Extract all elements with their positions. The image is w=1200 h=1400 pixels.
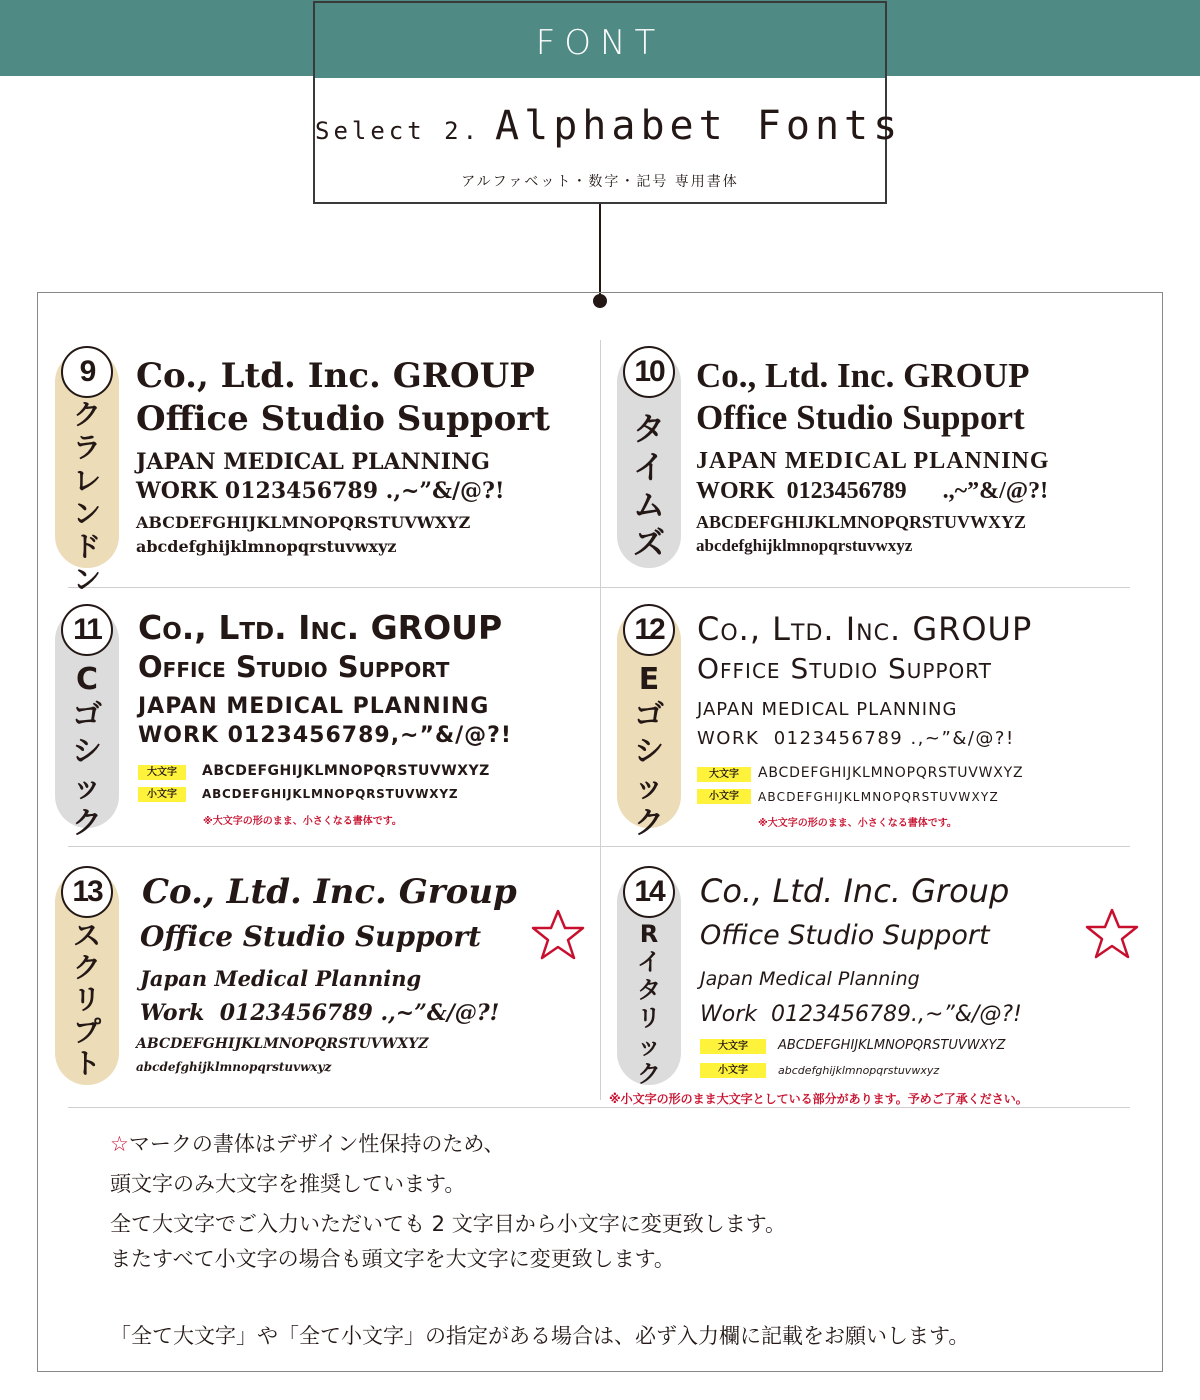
font-name-char: プ	[72, 1015, 101, 1048]
font-number-badge: 12	[623, 604, 675, 656]
section-subtitle: アルファベット・数字・記号 専用書体	[461, 174, 739, 190]
sample-line-2: Office Studio Support	[700, 920, 990, 951]
font-name-char: ッ	[637, 1032, 661, 1060]
sample-uppercase: ABCDEFGHIJKLMNOPQRSTUVWXYZ	[778, 1038, 1006, 1053]
font-name-char: ク	[72, 951, 101, 984]
sample-line-4: WORK 0123456789 .,~”&/@?!	[697, 728, 1015, 749]
sample-lowercase: ABCDEFGHIJKLMNOPQRSTUVWXYZ	[202, 787, 459, 801]
uppercase-tag: 大文字	[697, 767, 751, 782]
sample-line-3: Japan Medical Planning	[140, 966, 422, 991]
footer-line: 「全て大文字」や「全て小文字」の指定がある場合は、必ず入力欄に記載をお願いします。	[110, 1324, 970, 1348]
sample-line-1: Co., Ltd. Inc. Group	[700, 872, 1010, 910]
footer-line: 頭文字のみ大文字を推奨しています。	[110, 1172, 466, 1196]
font-name-char: シ	[72, 734, 102, 769]
font-name-char: ム	[632, 486, 665, 524]
sample-line-1: Co., Ltd. Inc. GROUP	[697, 610, 1033, 648]
font-name-char: ス	[72, 919, 101, 952]
font-name-label	[55, 920, 119, 1080]
star-icon	[1084, 907, 1140, 959]
sample-line-2: Office Studio Support	[140, 920, 482, 953]
sample-line-3: JAPAN MEDICAL PLANNING	[138, 694, 490, 719]
lowercase-tag: 小文字	[700, 1063, 766, 1078]
font-name-char: イ	[632, 448, 665, 486]
sample-line-4: WORK 0123456789 .,~”&/@?!	[136, 478, 505, 504]
sample-line-2: Office Studio Support	[696, 398, 1025, 437]
font-name-label	[617, 662, 681, 842]
footer-line	[110, 1128, 505, 1158]
row-divider	[68, 587, 1130, 588]
font-name-label	[55, 398, 119, 596]
section-title	[315, 103, 903, 149]
font-name-char: ゴ	[634, 698, 664, 733]
sample-line-1: Co., Ltd. Inc. Group	[142, 872, 517, 912]
font-name-char: ン	[72, 497, 101, 530]
font-name-char: ッ	[72, 770, 102, 805]
sample-line-4: Work 0123456789 .,~”&/@?!	[140, 1000, 500, 1026]
sample-uppercase: ABCDEFGHIJKLMNOPQRSTUVWXYZ	[758, 765, 1024, 781]
footer-line: 全て大文字でご入力いただいても 2 文字目から小文字に変更致します。	[110, 1212, 787, 1236]
sample-line-3: JAPAN MEDICAL PLANNING	[136, 449, 490, 475]
font-name-char: イ	[637, 948, 661, 976]
font-name-char: ク	[72, 398, 101, 431]
connector-line	[599, 204, 601, 300]
font-name-char: ッ	[634, 770, 664, 805]
font-name-char: R	[639, 920, 659, 948]
sample-line-4: Work 0123456789.,~”&/@?!	[700, 1002, 1022, 1027]
sample-uppercase: ABCDEFGHIJKLMNOPQRSTUVWXYZ	[202, 763, 490, 779]
sample-lowercase: ABCDEFGHIJKLMNOPQRSTUVWXYZ	[758, 790, 999, 804]
sample-lowercase: abcdefghijklmnopqrstuvwxyz	[778, 1064, 940, 1077]
row-divider	[68, 846, 1130, 847]
sample-lowercase: abcdefghijklmnopqrstuvwxyz	[696, 536, 913, 555]
sample-line-2: Office Studio Support	[138, 650, 450, 684]
font-name-char: C	[75, 662, 99, 697]
font-name-char: リ	[637, 1004, 661, 1032]
sample-uppercase: ABCDEFGHIJKLMNOPQRSTUVWXYZ	[136, 513, 471, 532]
footer-line: またすべて小文字の場合も頭文字を大文字に変更致します。	[110, 1247, 675, 1271]
sample-line-3: JAPAN MEDICAL PLANNING	[696, 448, 1050, 474]
star-icon: ☆	[110, 1132, 129, 1156]
font-name-char: ク	[72, 806, 102, 841]
font-name-label	[617, 920, 681, 1088]
uppercase-tag: 大文字	[700, 1039, 766, 1054]
title-box	[313, 1, 903, 204]
font-name-char: タ	[632, 410, 665, 448]
lowercase-tag: 小文字	[697, 789, 751, 804]
font-name-char: シ	[634, 734, 664, 769]
font-number-badge: 11	[61, 604, 113, 656]
font-name-char: ト	[72, 1047, 101, 1080]
alphabet-fonts-title: Alphabet Fonts	[495, 103, 903, 149]
sample-uppercase: ABCDEFGHIJKLMNOPQRSTUVWXYZ	[136, 1036, 429, 1052]
font-number-badge: 13	[61, 866, 113, 918]
font-number-badge: 10	[623, 346, 675, 398]
font-name-char: タ	[637, 976, 661, 1004]
font-number-badge: 14	[623, 866, 675, 918]
font-name-label	[55, 662, 119, 842]
sample-lowercase: abcdefghijklmnopqrstuvwxyz	[136, 537, 397, 556]
font-note: ※大文字の形のまま、小さくなる書体です。	[203, 816, 402, 827]
font-name-char: レ	[72, 464, 101, 497]
font-name-char: ン	[72, 563, 101, 596]
select-number: Select 2.	[315, 117, 482, 145]
font-name-char: ズ	[632, 524, 665, 562]
font-name-char: ド	[72, 530, 101, 563]
font-number-badge: 9	[61, 346, 113, 398]
font-name-char: ク	[637, 1060, 661, 1088]
sample-line-4: WORK 0123456789,~”&/@?!	[138, 723, 512, 748]
font-note: ※大文字の形のまま、小さくなる書体です。	[758, 818, 957, 829]
sample-lowercase: abcdefghijklmnopqrstuvwxyz	[136, 1060, 332, 1074]
font-heading: FONT	[535, 23, 665, 63]
font-note: ※小文字の形のまま大文字としている部分があります。予めご了承ください。	[609, 1092, 1028, 1106]
star-note-text: マークの書体はデザイン性保持のため、	[128, 1132, 505, 1156]
sample-line-3: Japan Medical Planning	[700, 968, 920, 990]
star-note	[110, 1132, 505, 1156]
sample-line-1: Co., Ltd. Inc. GROUP	[696, 356, 1030, 395]
font-name-char: ラ	[72, 431, 101, 464]
star-icon	[530, 908, 586, 960]
uppercase-tag: 大文字	[138, 765, 186, 780]
sample-line-1: Co., Ltd. Inc. GROUP	[138, 608, 503, 647]
sample-uppercase: ABCDEFGHIJKLMNOPQRSTUVWXYZ	[696, 512, 1027, 532]
sample-line-2: Office Studio Support	[697, 652, 992, 685]
font-name-char: E	[638, 662, 660, 697]
column-divider	[600, 340, 601, 1100]
font-name-char: ゴ	[72, 698, 102, 733]
sample-line-2: Office Studio Support	[136, 399, 550, 439]
sample-line-3: JAPAN MEDICAL PLANNING	[697, 699, 958, 720]
row-divider	[68, 1107, 1130, 1108]
font-name-char: リ	[72, 983, 101, 1016]
lowercase-tag: 小文字	[138, 787, 186, 802]
font-name-label	[617, 410, 681, 562]
sample-line-1: Co., Ltd. Inc. GROUP	[136, 356, 535, 396]
sample-line-4: WORK 0123456789 .,~”&/@?!	[696, 478, 1049, 504]
font-name-char: ク	[634, 806, 664, 841]
